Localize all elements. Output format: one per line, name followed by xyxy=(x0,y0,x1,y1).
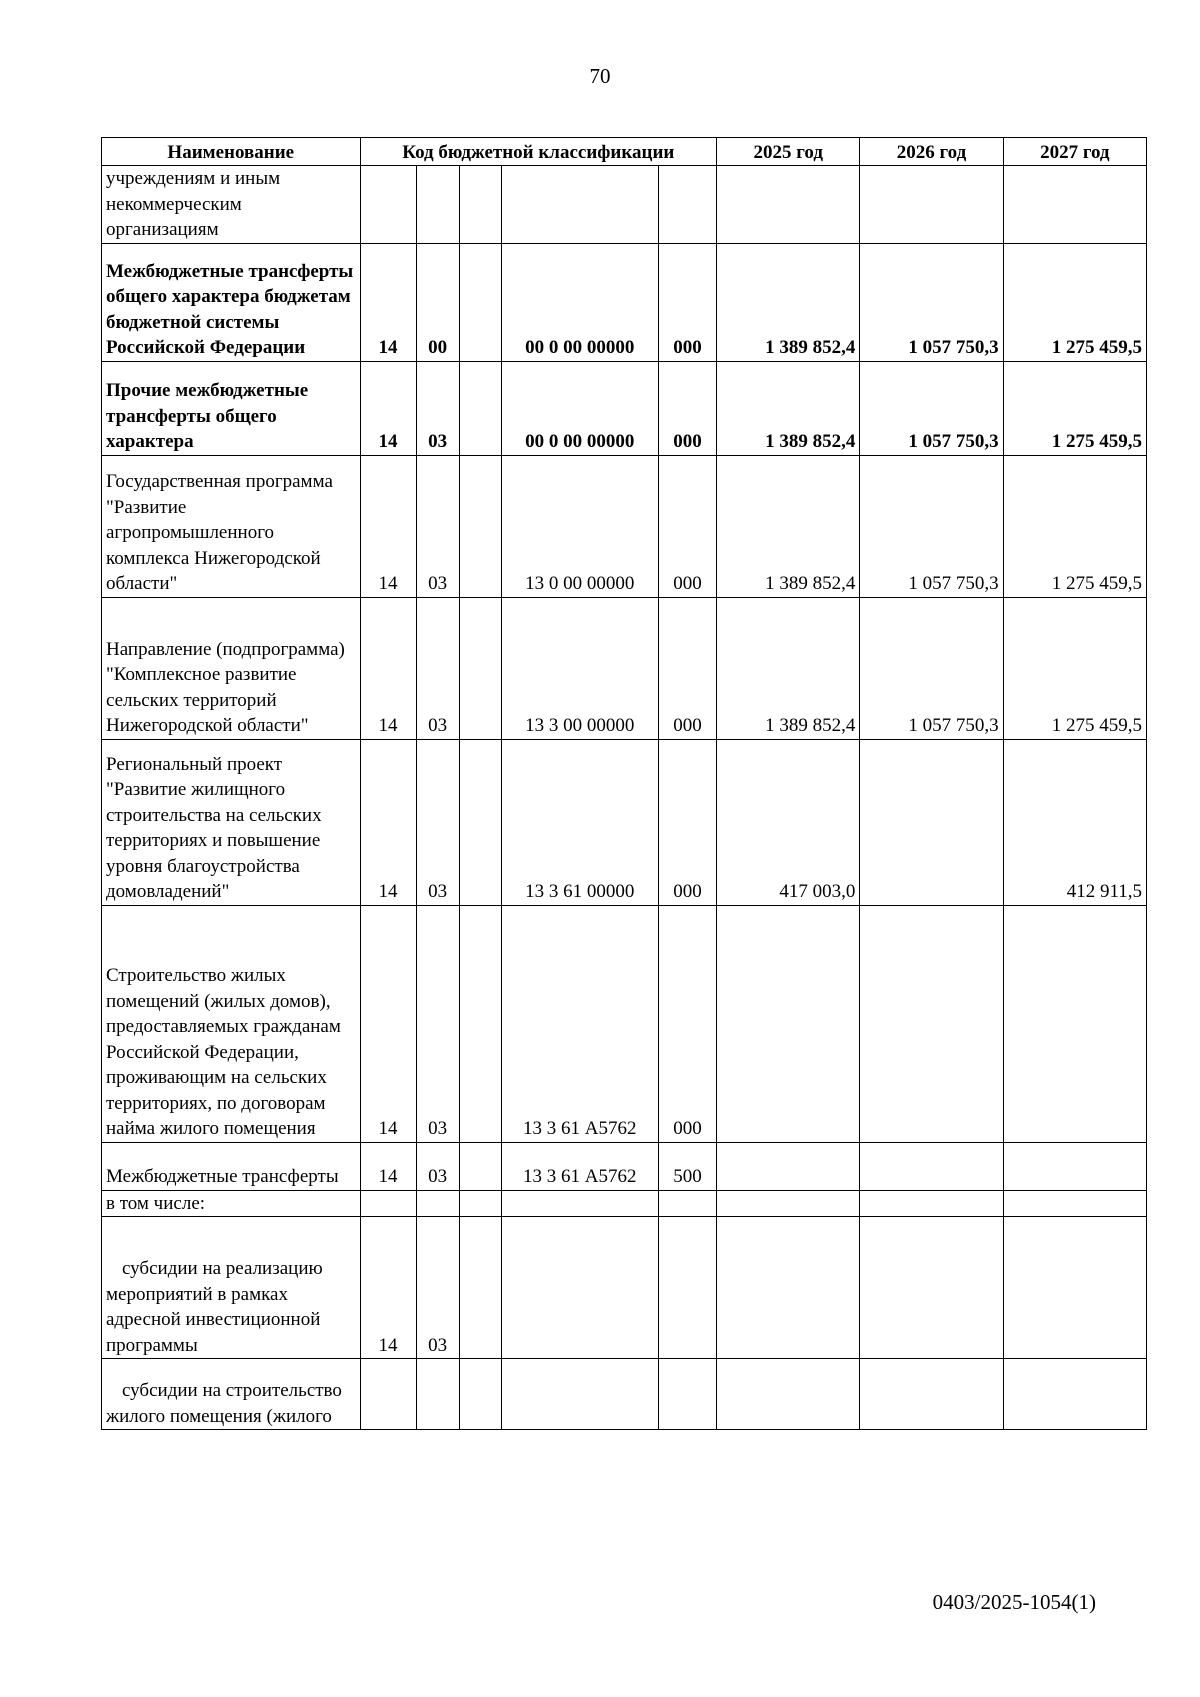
code-spacer xyxy=(459,597,501,739)
table-row xyxy=(102,1359,1147,1430)
row-name xyxy=(102,243,361,361)
code-section: 14 xyxy=(360,1217,416,1359)
code-spacer xyxy=(459,739,501,905)
value-2026: 1 057 750,3 xyxy=(860,597,1003,739)
value-2025 xyxy=(717,1217,860,1359)
row-name xyxy=(102,739,361,905)
code-subsection xyxy=(416,1190,459,1217)
value-2025 xyxy=(717,1359,860,1430)
row-name-text: Региональный проект "Развитие жилищного строительства на сельских территориях и повышение уровня благоустройства домовладений" xyxy=(106,753,322,902)
value-2026 xyxy=(860,1359,1003,1430)
code-spacer xyxy=(459,455,501,597)
code-subsection: 03 xyxy=(416,739,459,905)
code-subsection: 03 xyxy=(416,597,459,739)
code-section: 14 xyxy=(360,455,416,597)
code-spacer xyxy=(459,166,501,244)
document-code: 0403/2025-1054(1) xyxy=(932,1590,1096,1614)
code-spacer xyxy=(459,1142,501,1190)
table-row xyxy=(102,455,1147,597)
code-target-article xyxy=(501,1190,658,1217)
code-target-article: 13 0 00 00000 xyxy=(501,455,658,597)
code-expense-type: 000 xyxy=(658,361,716,455)
row-name xyxy=(102,1359,361,1430)
code-subsection xyxy=(416,166,459,244)
code-target-article xyxy=(501,1217,658,1359)
value-2025 xyxy=(717,905,860,1142)
table-row xyxy=(102,166,1147,244)
table-row xyxy=(102,243,1147,361)
header-2027: 2027 год xyxy=(1003,138,1146,166)
code-spacer xyxy=(459,905,501,1142)
row-name-text: Межбюджетные трансферты общего характера бюджетам бюджетной системы Российской Федерации xyxy=(106,260,354,358)
row-name-text: учреждениям и иным некоммерческим организациям xyxy=(106,168,281,240)
value-2026 xyxy=(860,1190,1003,1217)
row-name xyxy=(102,1217,361,1359)
value-2027: 1 275 459,5 xyxy=(1003,243,1146,361)
code-target-article: 13 3 61 А5762 xyxy=(501,1142,658,1190)
header-2025: 2025 год xyxy=(717,138,860,166)
code-section: 14 xyxy=(360,1142,416,1190)
value-2026 xyxy=(860,1217,1003,1359)
code-spacer xyxy=(459,1217,501,1359)
code-expense-type: 000 xyxy=(658,739,716,905)
value-2026 xyxy=(860,739,1003,905)
code-spacer xyxy=(459,243,501,361)
code-expense-type xyxy=(658,166,716,244)
value-2026: 1 057 750,3 xyxy=(860,361,1003,455)
value-2026: 1 057 750,3 xyxy=(860,243,1003,361)
code-subsection: 03 xyxy=(416,1142,459,1190)
code-target-article: 13 3 61 00000 xyxy=(501,739,658,905)
value-2025 xyxy=(717,1142,860,1190)
code-target-article xyxy=(501,1359,658,1430)
code-spacer xyxy=(459,1190,501,1217)
row-name xyxy=(102,361,361,455)
code-expense-type: 500 xyxy=(658,1142,716,1190)
value-2027: 1 275 459,5 xyxy=(1003,361,1146,455)
value-2027: 412 911,5 xyxy=(1003,739,1146,905)
code-section: 14 xyxy=(360,739,416,905)
code-expense-type xyxy=(658,1217,716,1359)
row-name xyxy=(102,905,361,1142)
code-expense-type: 000 xyxy=(658,455,716,597)
code-expense-type: 000 xyxy=(658,905,716,1142)
code-section xyxy=(360,166,416,244)
value-2025 xyxy=(717,166,860,244)
code-expense-type xyxy=(658,1359,716,1430)
value-2025: 417 003,0 xyxy=(717,739,860,905)
row-name xyxy=(102,1142,361,1190)
value-2027: 1 275 459,5 xyxy=(1003,455,1146,597)
code-spacer xyxy=(459,1359,501,1430)
value-2027 xyxy=(1003,1142,1146,1190)
code-section: 14 xyxy=(360,243,416,361)
table-row xyxy=(102,1217,1147,1359)
header-name: Наименование xyxy=(102,138,361,166)
value-2025 xyxy=(717,1190,860,1217)
value-2026 xyxy=(860,1142,1003,1190)
code-section: 14 xyxy=(360,597,416,739)
code-section: 14 xyxy=(360,361,416,455)
code-expense-type: 000 xyxy=(658,243,716,361)
code-subsection: 03 xyxy=(416,905,459,1142)
value-2026 xyxy=(860,166,1003,244)
value-2027 xyxy=(1003,1217,1146,1359)
value-2025: 1 389 852,4 xyxy=(717,597,860,739)
row-name-text: в том числе: xyxy=(106,1192,206,1214)
row-name xyxy=(102,1190,361,1217)
table-row xyxy=(102,905,1147,1142)
value-2026: 1 057 750,3 xyxy=(860,455,1003,597)
row-name-text: субсидии на строительство жилого помещения (жилого xyxy=(106,1380,342,1427)
code-section xyxy=(360,1359,416,1430)
row-name-text: Государственная программа "Развитие агропромышленного комплекса Нижегородской области" xyxy=(106,471,333,594)
code-target-article: 00 0 00 00000 xyxy=(501,243,658,361)
code-spacer xyxy=(459,361,501,455)
value-2027 xyxy=(1003,905,1146,1142)
table-body xyxy=(102,166,1147,1430)
code-expense-type xyxy=(658,1190,716,1217)
code-target-article xyxy=(501,166,658,244)
row-name-text: субсидии на реализацию мероприятий в рамках адресной инвестиционной программы xyxy=(106,1258,323,1356)
code-section: 14 xyxy=(360,905,416,1142)
code-target-article: 00 0 00 00000 xyxy=(501,361,658,455)
value-2027: 1 275 459,5 xyxy=(1003,597,1146,739)
code-subsection: 00 xyxy=(416,243,459,361)
value-2027 xyxy=(1003,1359,1146,1430)
value-2025: 1 389 852,4 xyxy=(717,455,860,597)
row-name-text: Строительство жилых помещений (жилых домов), предоставляемых гражданам Российской Федерации, проживающим на сельских территориях, по договорам найма жилого помещения xyxy=(106,965,341,1139)
row-name xyxy=(102,166,361,244)
header-2026: 2026 год xyxy=(860,138,1003,166)
code-expense-type: 000 xyxy=(658,597,716,739)
table-row xyxy=(102,1142,1147,1190)
row-name xyxy=(102,597,361,739)
row-name-text: Направление (подпрограмма) "Комплексное развитие сельских территорий Нижегородской области" xyxy=(106,638,345,736)
code-subsection: 03 xyxy=(416,1217,459,1359)
code-target-article: 13 3 00 00000 xyxy=(501,597,658,739)
value-2025: 1 389 852,4 xyxy=(717,243,860,361)
table-row xyxy=(102,1190,1147,1217)
table-row xyxy=(102,361,1147,455)
value-2025: 1 389 852,4 xyxy=(717,361,860,455)
value-2027 xyxy=(1003,1190,1146,1217)
table-header-row xyxy=(102,138,1147,166)
budget-table xyxy=(101,137,1147,1430)
header-budget-code: Код бюджетной классификации xyxy=(360,138,717,166)
code-subsection: 03 xyxy=(416,455,459,597)
page-number: 70 xyxy=(589,64,611,88)
row-name xyxy=(102,455,361,597)
row-name-text: Межбюджетные трансферты xyxy=(106,1166,339,1187)
code-subsection xyxy=(416,1359,459,1430)
table-row xyxy=(102,597,1147,739)
value-2026 xyxy=(860,905,1003,1142)
row-name-text: Прочие межбюджетные трансферты общего характера xyxy=(106,380,309,452)
value-2027 xyxy=(1003,166,1146,244)
code-subsection: 03 xyxy=(416,361,459,455)
table-row xyxy=(102,739,1147,905)
code-target-article: 13 3 61 А5762 xyxy=(501,905,658,1142)
code-section xyxy=(360,1190,416,1217)
